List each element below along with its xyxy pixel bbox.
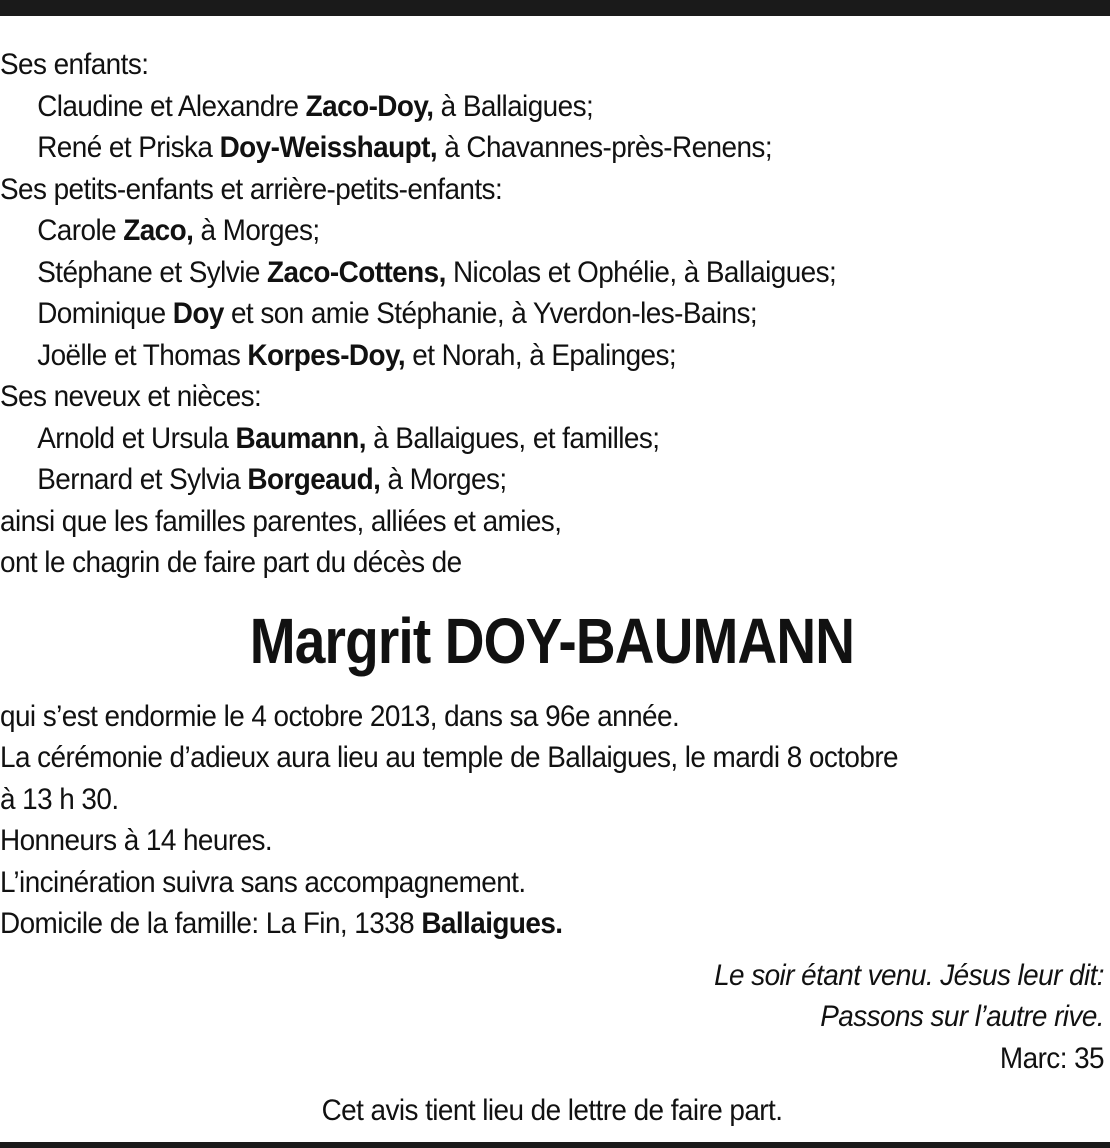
entry-first-names: Claudine et Alexandre (37, 89, 306, 123)
notice-footer: Cet avis tient lieu de lettre de faire part. (321, 1094, 783, 1127)
entry-first-names: Arnold et Ursula (37, 421, 236, 455)
deceased-name: Margrit DOY-BAUMANN (249, 604, 855, 677)
entry-first-names: Carole (37, 214, 124, 247)
detail-line: Honneurs à 14 heures. (0, 824, 273, 857)
entry-first-names: Joëlle et Thomas (37, 338, 248, 372)
detail-line: L’incinération suivra sans accompagnement. (0, 865, 526, 899)
announcement-line: ont le chagrin de faire part du décès de (0, 546, 462, 579)
family-entry (0, 293, 1027, 335)
entry-first-names: Bernard et Sylvia (37, 463, 248, 496)
entry-surname: Borgeaud, (247, 463, 381, 496)
entry-surname: Doy (172, 297, 224, 330)
entry-surname: Korpes-Doy, (247, 338, 406, 372)
family-entry (0, 252, 1027, 294)
entry-first-names: Dominique (37, 297, 173, 330)
entry-location: à Ballaigues, et familles; (365, 421, 660, 455)
entry-first-names: René et Priska (37, 131, 220, 164)
family-heading-nephews: Ses neveux et nièces: (0, 380, 262, 413)
family-entry (0, 459, 1027, 501)
entry-location: et son amie Stéphanie, à Yverdon-les-Bains; (223, 297, 758, 330)
family-entry (0, 127, 1027, 169)
entry-location: et Norah, à Epalinges; (405, 338, 677, 372)
family-closing-line: ainsi que les familles parentes, alliées et amies, (0, 504, 562, 538)
quote-line: Le soir étant venu. Jésus leur dit: (714, 958, 1104, 992)
domicile-town: Ballaigues. (421, 907, 563, 940)
detail-line: à 13 h 30. (0, 782, 119, 816)
entry-location: à Chavannes-près-Renens; (437, 131, 773, 164)
entry-first-names: Stéphane et Sylvie (37, 255, 268, 289)
obituary-notice (0, 44, 1104, 1133)
bible-quote (0, 955, 1104, 1080)
detail-line: qui s’est endormie le 4 octobre 2013, dans sa 96e année. (0, 699, 680, 733)
entry-surname: Zaco, (123, 214, 194, 247)
family-entry (0, 86, 1027, 128)
top-rule (0, 0, 1110, 16)
quote-line: Passons sur l’autre rive. (820, 1000, 1104, 1033)
bottom-rule (0, 1142, 1110, 1148)
entry-location: à Ballaigues; (433, 89, 594, 123)
family-entry (0, 335, 1027, 377)
family-entry (0, 210, 1027, 252)
entry-location: à Morges; (380, 463, 507, 496)
domicile-text: Domicile de la famille: La Fin, 1338 (0, 907, 422, 940)
quote-reference: Marc: 35 (999, 1041, 1104, 1075)
entry-surname: Zaco-Doy, (305, 89, 434, 123)
family-list (0, 44, 1104, 584)
entry-location: à Morges; (193, 214, 320, 247)
entry-location: Nicolas et Ophélie, à Ballaigues; (445, 255, 837, 289)
entry-surname: Baumann, (235, 421, 366, 455)
entry-surname: Doy-Weisshaupt, (219, 131, 438, 164)
family-heading-children: Ses enfants: (0, 48, 149, 81)
domicile-line (0, 903, 1027, 945)
entry-surname: Zaco-Cottens, (267, 255, 446, 289)
family-entry (0, 418, 1027, 460)
detail-line: La cérémonie d’adieux aura lieu au temple de Ballaigues, le mardi 8 octobre (0, 741, 899, 774)
family-heading-grandchildren: Ses petits-enfants et arrière-petits-enfants: (0, 172, 503, 206)
ceremony-details (0, 696, 1104, 945)
